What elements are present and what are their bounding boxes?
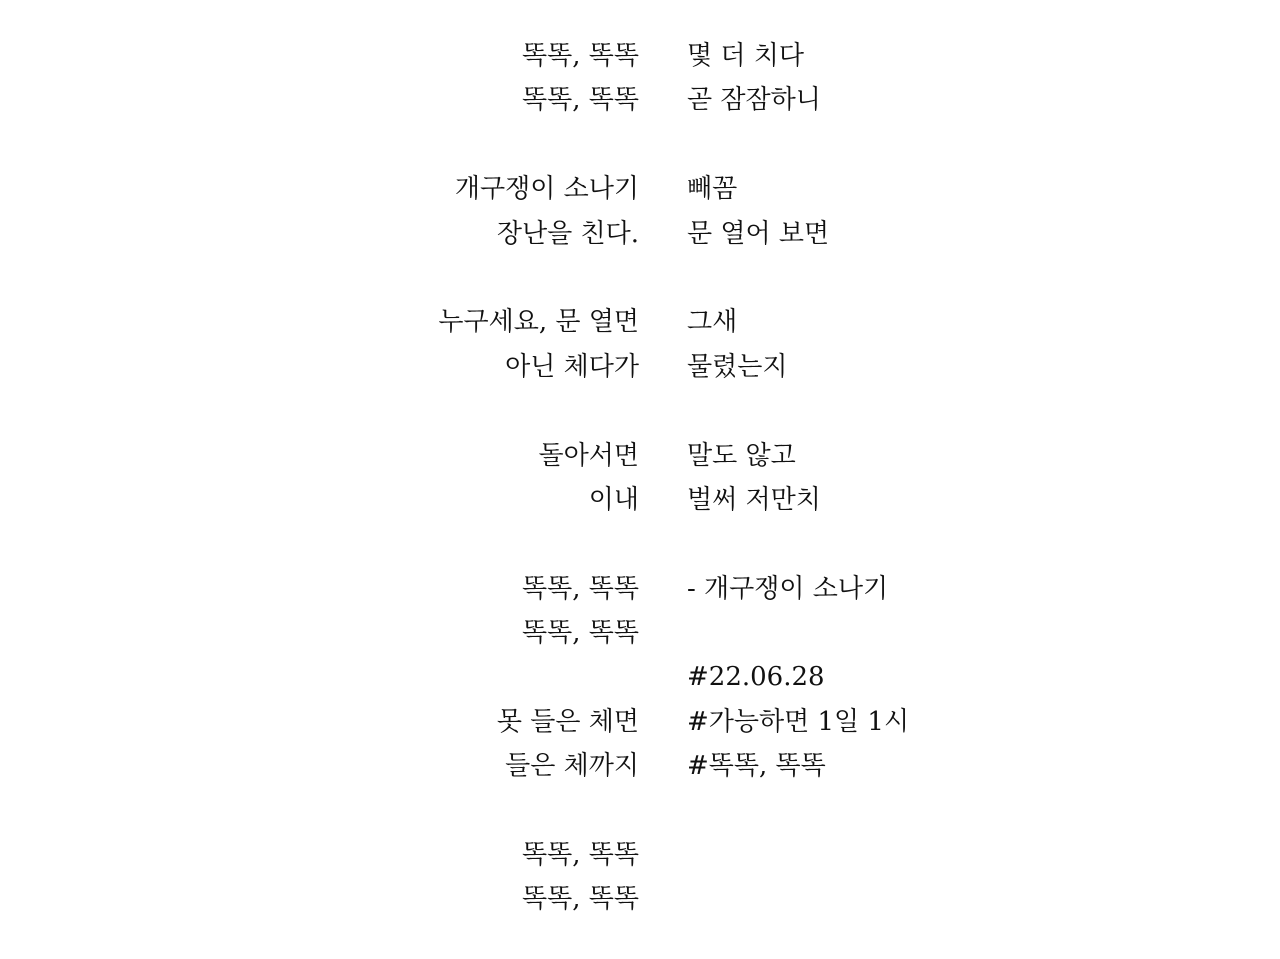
poem-line: 똑똑, 똑똑 bbox=[522, 618, 639, 649]
poem-line: 벌써 저만치 bbox=[687, 484, 821, 515]
poem-line: 이내 bbox=[588, 484, 639, 515]
poem-left-column bbox=[0, 34, 639, 922]
poem-title-signature: - 개구쟁이 소나기 bbox=[687, 573, 889, 604]
poem-line: 빼꼼 bbox=[687, 174, 738, 205]
poem-line: 그새 bbox=[687, 307, 738, 338]
poem-right-column bbox=[687, 34, 909, 922]
poem-line: 똑똑, 똑똑 bbox=[522, 884, 639, 915]
poem-line: 똑똑, 똑똑 bbox=[522, 840, 639, 871]
poem-line: 아닌 체다가 bbox=[505, 351, 639, 382]
poem-line: 개구쟁이 소나기 bbox=[454, 174, 639, 205]
poem-line: 문 열어 보면 bbox=[687, 218, 830, 249]
poem-line: 말도 않고 bbox=[687, 440, 796, 471]
poem-line: 똑똑, 똑똑 bbox=[522, 41, 639, 71]
poem-line: 곧 잠잠하니 bbox=[687, 85, 821, 116]
poem-line: 들은 체까지 bbox=[505, 751, 639, 782]
poem-line: 돌아서면 bbox=[538, 440, 639, 471]
poem-line: 장난을 친다. bbox=[496, 218, 639, 249]
poem-line: 똑똑, 똑똑 bbox=[522, 573, 639, 604]
poem-line: 누구세요, 문 열면 bbox=[438, 307, 639, 338]
poem bbox=[0, 34, 1280, 922]
poem-line: 물렸는지 bbox=[687, 351, 788, 382]
hashtag: #똑똑, 똑똑 bbox=[687, 751, 826, 782]
poem-line: 똑똑, 똑똑 bbox=[522, 85, 639, 116]
poem-line: 몇 더 치다 bbox=[687, 41, 804, 71]
poem-line: 못 들은 체면 bbox=[496, 706, 639, 737]
hashtag-date: #22.06.28 bbox=[687, 662, 825, 693]
hashtag: #가능하면 1일 1시 bbox=[687, 706, 910, 737]
